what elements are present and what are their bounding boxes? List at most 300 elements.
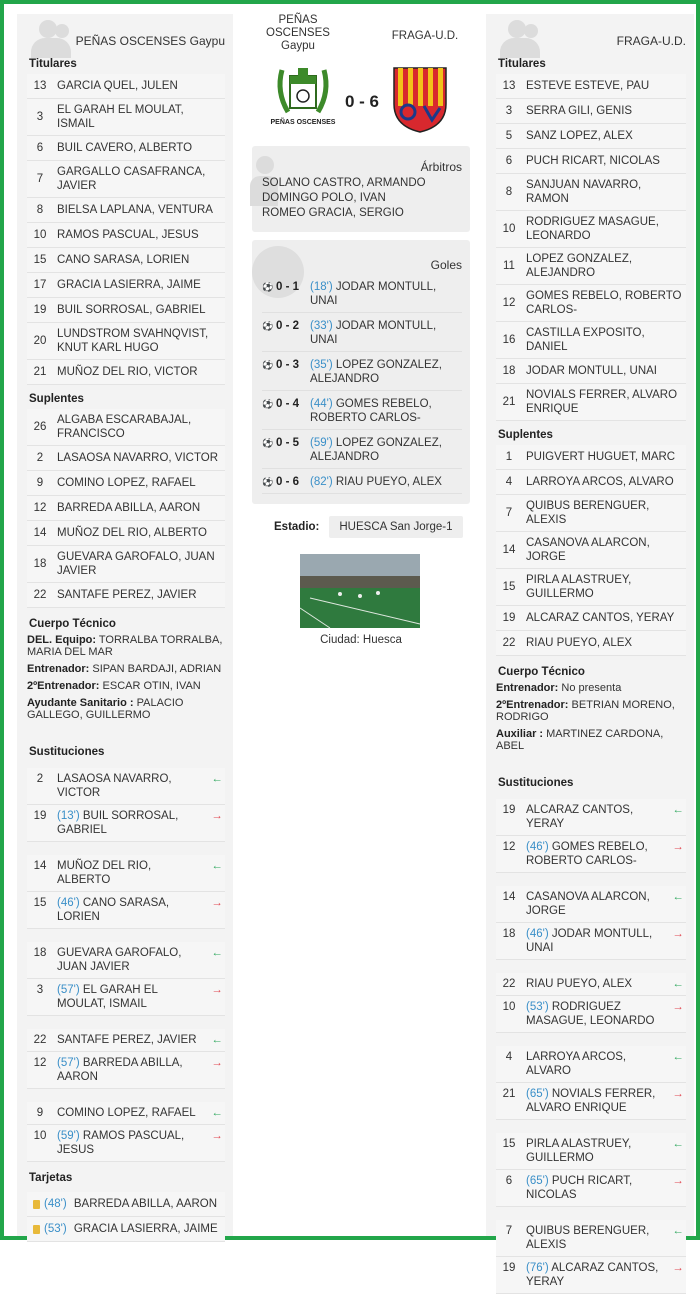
sub-in-number: 9 bbox=[36, 1107, 44, 1119]
player-name[interactable]: QUIBUS BERENGUER, ALEXIS bbox=[526, 500, 650, 526]
player-number: 18 bbox=[33, 558, 47, 570]
home-team-column bbox=[17, 14, 233, 1236]
home-title-line-3: Gaypu bbox=[281, 40, 315, 52]
home-team-crest-icon[interactable] bbox=[270, 62, 336, 136]
sub-minute: (65') bbox=[526, 1175, 549, 1187]
home-cards-title: Tarjetas bbox=[29, 1172, 73, 1184]
sub-out-name: EL GARAH EL MOULAT, ISMAIL bbox=[57, 984, 158, 1010]
sub-in-row[interactable] bbox=[496, 886, 686, 923]
sub-in-row[interactable] bbox=[496, 1133, 686, 1170]
goal-score: 0 - 1 bbox=[276, 281, 300, 293]
player-name[interactable]: LUNDSTROM SVAHNQVIST, KNUT KARL HUGO bbox=[57, 328, 209, 354]
sub-out-entry[interactable] bbox=[53, 896, 209, 924]
player-number: 15 bbox=[33, 254, 47, 266]
sub-out-name: JODAR MONTULL, UNAI bbox=[526, 928, 653, 954]
stadium-photo[interactable] bbox=[300, 554, 420, 628]
card-player[interactable]: BARREDA ABILLA, AARON bbox=[73, 1198, 218, 1210]
goal-score: 0 - 5 bbox=[276, 437, 300, 449]
yellow-card-icon bbox=[33, 1225, 40, 1234]
arrow-right-icon: → bbox=[211, 1057, 223, 1069]
sub-in-number: 22 bbox=[33, 1034, 47, 1046]
player-number: 6 bbox=[36, 142, 44, 154]
sub-out-row[interactable] bbox=[27, 979, 225, 1016]
sub-out-row[interactable] bbox=[27, 892, 225, 929]
goal-minute: (82') bbox=[310, 476, 333, 488]
sub-in-row[interactable] bbox=[27, 1102, 225, 1125]
player-name[interactable]: BARREDA ABILLA, AARON bbox=[57, 502, 201, 514]
card-minute: (53') bbox=[44, 1223, 67, 1235]
staff-name: SIPAN BARDAJI, ADRIAN bbox=[92, 663, 222, 675]
sub-in-name[interactable]: RIAU PUEYO, ALEX bbox=[526, 978, 633, 990]
player-number: 13 bbox=[502, 80, 516, 92]
player-row[interactable] bbox=[496, 99, 686, 124]
player-number: 21 bbox=[33, 366, 47, 378]
home-starters-list bbox=[27, 74, 225, 385]
home-title-line-2: OSCENSES bbox=[266, 27, 330, 39]
yellow-card-icon bbox=[33, 1200, 40, 1209]
sub-out-name: ALCARAZ CANTOS, YERAY bbox=[526, 1262, 659, 1288]
player-number: 18 bbox=[502, 365, 516, 377]
goal-row[interactable] bbox=[262, 430, 462, 469]
sub-out-entry[interactable] bbox=[522, 1000, 670, 1028]
staff-role: Ayudante Sanitario : bbox=[27, 697, 134, 709]
player-number: 22 bbox=[502, 637, 516, 649]
player-name[interactable]: LASAOSA NAVARRO, VICTOR bbox=[57, 452, 219, 464]
goal-scorer: RIAU PUEYO, ALEX bbox=[335, 476, 442, 488]
sub-out-row[interactable] bbox=[496, 1170, 686, 1207]
player-row[interactable] bbox=[496, 631, 686, 656]
sub-out-number: 10 bbox=[502, 1001, 516, 1013]
goal-scorer-entry[interactable] bbox=[310, 358, 462, 386]
player-name[interactable]: COMINO LOPEZ, RAFAEL bbox=[57, 477, 196, 489]
goal-scorer: GOMES REBELO, ROBERTO CARLOS- bbox=[310, 398, 432, 424]
staff-member bbox=[27, 661, 225, 678]
player-row[interactable] bbox=[496, 359, 686, 384]
away-staff-title: Cuerpo Técnico bbox=[498, 666, 585, 678]
player-row[interactable] bbox=[27, 360, 225, 385]
sub-minute: (57') bbox=[57, 1057, 80, 1069]
player-name[interactable]: BUIL SORROSAL, GABRIEL bbox=[57, 304, 206, 316]
goal-scorer-entry[interactable] bbox=[310, 397, 462, 425]
player-row[interactable] bbox=[27, 409, 225, 446]
sub-out-row[interactable] bbox=[496, 1083, 686, 1120]
staff-role: Auxiliar : bbox=[496, 728, 544, 740]
away-subs-title: Suplentes bbox=[498, 429, 553, 441]
sub-out-name: CANO SARASA, LORIEN bbox=[57, 897, 170, 923]
player-number: 22 bbox=[33, 589, 47, 601]
player-name[interactable]: GARCIA QUEL, JULEN bbox=[57, 80, 178, 92]
player-name[interactable]: SANTAFE PEREZ, JAVIER bbox=[57, 589, 197, 601]
referees-box bbox=[252, 146, 470, 232]
sub-out-entry[interactable] bbox=[522, 1087, 670, 1115]
sub-out-row[interactable] bbox=[27, 805, 225, 842]
goal-row[interactable] bbox=[262, 352, 462, 391]
player-name[interactable]: MUÑOZ DEL RIO, ALBERTO bbox=[57, 527, 207, 539]
player-name[interactable]: ESTEVE ESTEVE, PAU bbox=[526, 80, 650, 92]
player-row[interactable] bbox=[27, 74, 225, 99]
home-staff-list bbox=[27, 632, 225, 724]
player-row[interactable] bbox=[496, 74, 686, 99]
player-name[interactable]: JODAR MONTULL, UNAI bbox=[526, 365, 657, 377]
staff-member bbox=[27, 695, 225, 724]
referee-3: ROMEO GRACIA, SERGIO bbox=[262, 207, 404, 219]
goal-minute: (59') bbox=[310, 437, 333, 449]
sub-in-number: 19 bbox=[502, 804, 516, 816]
sub-in-row[interactable] bbox=[27, 855, 225, 892]
player-name[interactable]: SANZ LOPEZ, ALEX bbox=[526, 130, 633, 142]
staff-role: Entrenador: bbox=[496, 682, 559, 694]
goal-scorer-entry[interactable] bbox=[310, 319, 462, 347]
home-cards-list bbox=[27, 1192, 225, 1242]
score-display: 0 - 6 bbox=[344, 92, 380, 111]
player-number: 3 bbox=[505, 105, 513, 117]
player-row[interactable] bbox=[27, 583, 225, 608]
sub-in-name[interactable]: COMINO LOPEZ, RAFAEL bbox=[57, 1107, 196, 1119]
player-row[interactable] bbox=[496, 285, 686, 322]
arrow-left-icon: ← bbox=[672, 978, 684, 990]
sub-out-row[interactable] bbox=[496, 1257, 686, 1294]
staff-name: No presenta bbox=[561, 682, 622, 694]
away-team-header bbox=[496, 18, 686, 52]
sub-out-entry[interactable] bbox=[522, 1174, 670, 1202]
player-number: 15 bbox=[502, 581, 516, 593]
player-number: 7 bbox=[505, 507, 513, 519]
soccer-ball-icon: ⚽ bbox=[262, 477, 274, 487]
home-changes-title: Sustituciones bbox=[29, 746, 105, 758]
arrow-left-icon: ← bbox=[211, 1034, 223, 1046]
sub-out-name: RAMOS PASCUAL, JESUS bbox=[57, 1130, 185, 1156]
player-name[interactable]: BUIL CAVERO, ALBERTO bbox=[57, 142, 193, 154]
home-team-header bbox=[27, 18, 225, 52]
sub-in-number: 14 bbox=[502, 891, 516, 903]
goal-minute: (33') bbox=[310, 320, 333, 332]
player-name[interactable]: GOMES REBELO, ROBERTO CARLOS- bbox=[526, 290, 682, 316]
player-name[interactable]: EL GARAH EL MOULAT, ISMAIL bbox=[57, 104, 184, 130]
arrow-right-icon: → bbox=[211, 984, 223, 996]
sub-spacer bbox=[27, 1016, 225, 1029]
sub-in-name[interactable]: PIRLA ALASTRUEY, GUILLERMO bbox=[526, 1138, 632, 1164]
sub-out-entry[interactable] bbox=[53, 1056, 209, 1084]
player-name[interactable]: CASANOVA ALARCON, JORGE bbox=[526, 537, 650, 563]
away-starters-title: Titulares bbox=[498, 58, 546, 70]
sub-out-row[interactable] bbox=[496, 923, 686, 960]
player-row[interactable] bbox=[496, 149, 686, 174]
player-row[interactable] bbox=[496, 532, 686, 569]
arrow-left-icon: ← bbox=[211, 773, 223, 785]
sub-in-name[interactable]: ALCARAZ CANTOS, YERAY bbox=[526, 804, 634, 830]
player-number: 14 bbox=[33, 527, 47, 539]
player-name[interactable]: RODRIGUEZ MASAGUE, LEONARDO bbox=[526, 216, 659, 242]
away-team-column bbox=[486, 14, 694, 1288]
arrow-right-icon: → bbox=[672, 1001, 684, 1013]
goal-row[interactable] bbox=[262, 391, 462, 430]
goal-row[interactable] bbox=[262, 469, 462, 494]
staff-role: Entrenador: bbox=[27, 663, 90, 675]
player-row[interactable] bbox=[27, 446, 225, 471]
player-name[interactable]: MUÑOZ DEL RIO, VICTOR bbox=[57, 366, 198, 378]
arrow-right-icon: → bbox=[211, 810, 223, 822]
sub-out-name: BARREDA ABILLA, AARON bbox=[57, 1057, 183, 1083]
player-number: 20 bbox=[33, 335, 47, 347]
referee-2: DOMINGO POLO, IVAN bbox=[262, 192, 386, 204]
player-name[interactable]: LOPEZ GONZALEZ, ALEJANDRO bbox=[526, 253, 633, 279]
away-team-name: FRAGA-U.D. bbox=[616, 34, 686, 48]
sub-minute: (46') bbox=[526, 841, 549, 853]
sub-in-row[interactable] bbox=[496, 1220, 686, 1257]
player-row[interactable] bbox=[27, 323, 225, 360]
player-name[interactable]: ALCARAZ CANTOS, YERAY bbox=[526, 612, 675, 624]
player-number: 16 bbox=[502, 334, 516, 346]
sub-in-number: 2 bbox=[36, 773, 44, 785]
sub-out-number: 12 bbox=[502, 841, 516, 853]
goal-scorer: LOPEZ GONZALEZ, ALEJANDRO bbox=[310, 359, 442, 385]
home-team-title bbox=[260, 14, 336, 53]
sub-out-number: 15 bbox=[33, 897, 47, 909]
goal-minute: (44') bbox=[310, 398, 333, 410]
player-row[interactable] bbox=[27, 99, 225, 136]
sub-out-row[interactable] bbox=[27, 1052, 225, 1089]
player-name[interactable]: PUIGVERT HUGUET, MARC bbox=[526, 451, 676, 463]
player-row[interactable] bbox=[496, 174, 686, 211]
player-name[interactable]: RIAU PUEYO, ALEX bbox=[526, 637, 633, 649]
home-team-name: PEÑAS OSCENSES Gaypu bbox=[75, 34, 225, 48]
staff-member bbox=[496, 680, 686, 697]
player-number: 12 bbox=[502, 297, 516, 309]
goals-box bbox=[252, 240, 470, 504]
arrow-right-icon: → bbox=[211, 1130, 223, 1142]
arrow-left-icon: ← bbox=[211, 860, 223, 872]
arrow-right-icon: → bbox=[672, 1175, 684, 1187]
sub-minute: (57') bbox=[57, 984, 80, 996]
player-number: 8 bbox=[36, 204, 44, 216]
arrow-left-icon: ← bbox=[672, 1051, 684, 1063]
player-row[interactable] bbox=[496, 445, 686, 470]
goal-scorer-entry[interactable] bbox=[310, 280, 462, 308]
sub-out-row[interactable] bbox=[496, 836, 686, 873]
stadium-row bbox=[252, 516, 470, 538]
city-label: Ciudad: Huesca bbox=[320, 634, 402, 646]
card-row[interactable] bbox=[27, 1192, 225, 1217]
player-name[interactable]: SANJUAN NAVARRO, RAMON bbox=[526, 179, 642, 205]
goal-score: 0 - 3 bbox=[276, 359, 300, 371]
staff-role: 2ºEntrenador: bbox=[496, 699, 569, 711]
player-number: 5 bbox=[505, 130, 513, 142]
sub-out-entry[interactable] bbox=[53, 1129, 209, 1157]
sub-out-name: NOVIALS FERRER, ALVARO ENRIQUE bbox=[526, 1088, 656, 1114]
player-row[interactable] bbox=[496, 248, 686, 285]
sub-in-number: 15 bbox=[502, 1138, 516, 1150]
player-row[interactable] bbox=[496, 470, 686, 495]
staff-member bbox=[27, 678, 225, 695]
goals-list bbox=[262, 274, 462, 494]
player-row[interactable] bbox=[27, 471, 225, 496]
player-row[interactable] bbox=[27, 198, 225, 223]
goal-scorer-entry[interactable] bbox=[310, 475, 462, 489]
sub-out-number: 21 bbox=[502, 1088, 516, 1100]
player-row[interactable] bbox=[27, 521, 225, 546]
scoreboard bbox=[252, 12, 470, 142]
staff-name: MARTINEZ CARDONA, ABEL bbox=[496, 728, 664, 752]
sub-in-row[interactable] bbox=[496, 799, 686, 836]
sub-out-name: PUCH RICART, NICOLAS bbox=[526, 1175, 633, 1201]
referee-1: SOLANO CASTRO, ARMANDO bbox=[262, 177, 426, 189]
sub-out-number: 6 bbox=[505, 1175, 513, 1187]
home-crest-label: PEÑAS OSCENSES bbox=[270, 119, 336, 126]
player-row[interactable] bbox=[496, 124, 686, 149]
player-row[interactable] bbox=[496, 569, 686, 606]
player-row[interactable] bbox=[27, 273, 225, 298]
away-subs-list bbox=[496, 445, 686, 656]
sub-out-entry[interactable] bbox=[522, 840, 670, 868]
arrow-right-icon: → bbox=[672, 1262, 684, 1274]
player-number: 10 bbox=[33, 229, 47, 241]
player-name[interactable]: GARGALLO CASAFRANCA, JAVIER bbox=[57, 166, 206, 192]
away-team-title: FRAGA-U.D. bbox=[391, 30, 459, 42]
sub-in-row[interactable] bbox=[27, 1029, 225, 1052]
sub-in-name[interactable]: MUÑOZ DEL RIO, ALBERTO bbox=[57, 860, 152, 886]
goal-scorer: LOPEZ GONZALEZ, ALEJANDRO bbox=[310, 437, 442, 463]
player-name[interactable]: GRACIA LASIERRA, JAIME bbox=[57, 279, 201, 291]
home-starters-title: Titulares bbox=[29, 58, 77, 70]
sub-out-entry[interactable] bbox=[522, 927, 670, 955]
sub-in-name[interactable]: QUIBUS BERENGUER, ALEXIS bbox=[526, 1225, 650, 1251]
goal-score: 0 - 2 bbox=[276, 320, 300, 332]
sub-spacer bbox=[496, 1120, 686, 1133]
player-name[interactable]: ALGABA ESCARABAJAL, FRANCISCO bbox=[57, 414, 192, 440]
sub-in-name[interactable]: CASANOVA ALARCON, JORGE bbox=[526, 891, 650, 917]
sub-in-row[interactable] bbox=[27, 942, 225, 979]
away-staff-list bbox=[496, 680, 686, 755]
sub-out-name: RODRIGUEZ MASAGUE, LEONARDO bbox=[526, 1001, 655, 1027]
sub-minute: (13') bbox=[57, 810, 80, 822]
player-name[interactable]: RAMOS PASCUAL, JESUS bbox=[57, 229, 199, 241]
card-row[interactable] bbox=[27, 1217, 225, 1242]
arrow-left-icon: ← bbox=[672, 891, 684, 903]
sub-out-number: 18 bbox=[502, 928, 516, 940]
away-team-crest-icon[interactable] bbox=[388, 64, 452, 134]
sub-spacer bbox=[27, 842, 225, 855]
sub-in-name[interactable]: SANTAFE PEREZ, JAVIER bbox=[57, 1034, 197, 1046]
stadium-name[interactable]: HUESCA San Jorge-1 bbox=[329, 516, 462, 538]
sub-spacer bbox=[27, 929, 225, 942]
sub-out-entry[interactable] bbox=[53, 809, 209, 837]
sub-minute: (46') bbox=[526, 928, 549, 940]
arrow-left-icon: ← bbox=[211, 1107, 223, 1119]
sub-in-name[interactable]: LASAOSA NAVARRO, VICTOR bbox=[57, 773, 172, 799]
player-row[interactable] bbox=[27, 298, 225, 323]
goal-scorer-entry[interactable] bbox=[310, 436, 462, 464]
goal-row[interactable] bbox=[262, 274, 462, 313]
player-row[interactable] bbox=[496, 211, 686, 248]
away-changes-list bbox=[496, 799, 686, 1294]
arrow-left-icon: ← bbox=[672, 1225, 684, 1237]
sub-in-name[interactable]: GUEVARA GAROFALO, JUAN JAVIER bbox=[57, 947, 182, 973]
player-name[interactable]: CASTILLA EXPOSITO, DANIEL bbox=[526, 327, 645, 353]
match-center-column bbox=[252, 12, 470, 646]
player-number: 21 bbox=[502, 396, 516, 408]
sub-minute: (53') bbox=[526, 1001, 549, 1013]
player-name[interactable]: SERRA GILI, GENIS bbox=[526, 105, 633, 117]
player-row[interactable] bbox=[27, 248, 225, 273]
sub-out-row[interactable] bbox=[496, 996, 686, 1033]
sub-in-row[interactable] bbox=[496, 973, 686, 996]
card-player[interactable]: GRACIA LASIERRA, JAIME bbox=[73, 1223, 218, 1235]
player-number: 14 bbox=[502, 544, 516, 556]
player-name[interactable]: LARROYA ARCOS, ALVARO bbox=[526, 476, 674, 488]
sub-minute: (65') bbox=[526, 1088, 549, 1100]
goal-row[interactable] bbox=[262, 313, 462, 352]
player-number: 7 bbox=[36, 173, 44, 185]
player-row[interactable] bbox=[496, 322, 686, 359]
goal-scorer: JODAR MONTULL, UNAI bbox=[310, 281, 437, 307]
team-placeholder-icon bbox=[27, 18, 71, 56]
home-title-line-1: PEÑAS bbox=[278, 14, 318, 26]
team-placeholder-icon bbox=[496, 18, 540, 56]
home-staff-title: Cuerpo Técnico bbox=[29, 618, 116, 630]
player-name[interactable]: PUCH RICART, NICOLAS bbox=[526, 155, 660, 167]
sub-out-number: 19 bbox=[33, 810, 47, 822]
player-name[interactable]: NOVIALS FERRER, ALVARO ENRIQUE bbox=[526, 389, 678, 415]
player-name[interactable]: GUEVARA GAROFALO, JUAN JAVIER bbox=[57, 551, 215, 577]
staff-name: TORRALBA TORRALBA, MARIA DEL MAR bbox=[27, 634, 223, 658]
player-row[interactable] bbox=[27, 223, 225, 248]
soccer-ball-icon: ⚽ bbox=[262, 399, 274, 409]
player-name[interactable]: PIRLA ALASTRUEY, GUILLERMO bbox=[526, 574, 632, 600]
arrow-left-icon: ← bbox=[211, 947, 223, 959]
sub-spacer bbox=[27, 1089, 225, 1102]
goal-scorer: JODAR MONTULL, UNAI bbox=[310, 320, 437, 346]
goal-minute: (35') bbox=[310, 359, 333, 371]
player-row[interactable] bbox=[27, 161, 225, 198]
player-number: 1 bbox=[505, 451, 513, 463]
sub-in-row[interactable] bbox=[27, 768, 225, 805]
sub-in-number: 7 bbox=[505, 1225, 513, 1237]
sub-spacer bbox=[496, 1033, 686, 1046]
sub-minute: (59') bbox=[57, 1130, 80, 1142]
sub-out-entry[interactable] bbox=[522, 1261, 670, 1289]
staff-name: BETRIAN MORENO, RODRIGO bbox=[496, 699, 675, 723]
goal-score: 0 - 6 bbox=[276, 476, 300, 488]
player-row[interactable] bbox=[496, 606, 686, 631]
sub-spacer bbox=[496, 1207, 686, 1220]
home-changes-list bbox=[27, 768, 225, 1162]
soccer-ball-icon: ⚽ bbox=[262, 438, 274, 448]
soccer-ball-icon: ⚽ bbox=[262, 321, 274, 331]
player-row[interactable] bbox=[496, 495, 686, 532]
player-row[interactable] bbox=[27, 496, 225, 521]
soccer-ball-icon: ⚽ bbox=[262, 282, 274, 292]
arrow-left-icon: ← bbox=[672, 1138, 684, 1150]
sub-spacer bbox=[496, 960, 686, 973]
sub-in-row[interactable] bbox=[496, 1046, 686, 1083]
player-row[interactable] bbox=[27, 546, 225, 583]
sub-in-name[interactable]: LARROYA ARCOS, ALVARO bbox=[526, 1051, 627, 1077]
player-number: 11 bbox=[503, 260, 515, 272]
player-row[interactable] bbox=[496, 384, 686, 421]
sub-out-row[interactable] bbox=[27, 1125, 225, 1162]
player-number: 19 bbox=[33, 304, 47, 316]
sub-out-entry[interactable] bbox=[53, 983, 209, 1011]
staff-member bbox=[496, 697, 686, 726]
arrow-left-icon: ← bbox=[672, 804, 684, 816]
player-name[interactable]: BIELSA LAPLANA, VENTURA bbox=[57, 204, 213, 216]
arrow-right-icon: → bbox=[672, 1088, 684, 1100]
home-subs-title: Suplentes bbox=[29, 393, 84, 405]
player-row[interactable] bbox=[27, 136, 225, 161]
player-name[interactable]: CANO SARASA, LORIEN bbox=[57, 254, 190, 266]
sub-minute: (76') bbox=[526, 1262, 549, 1274]
sub-in-number: 22 bbox=[502, 978, 516, 990]
